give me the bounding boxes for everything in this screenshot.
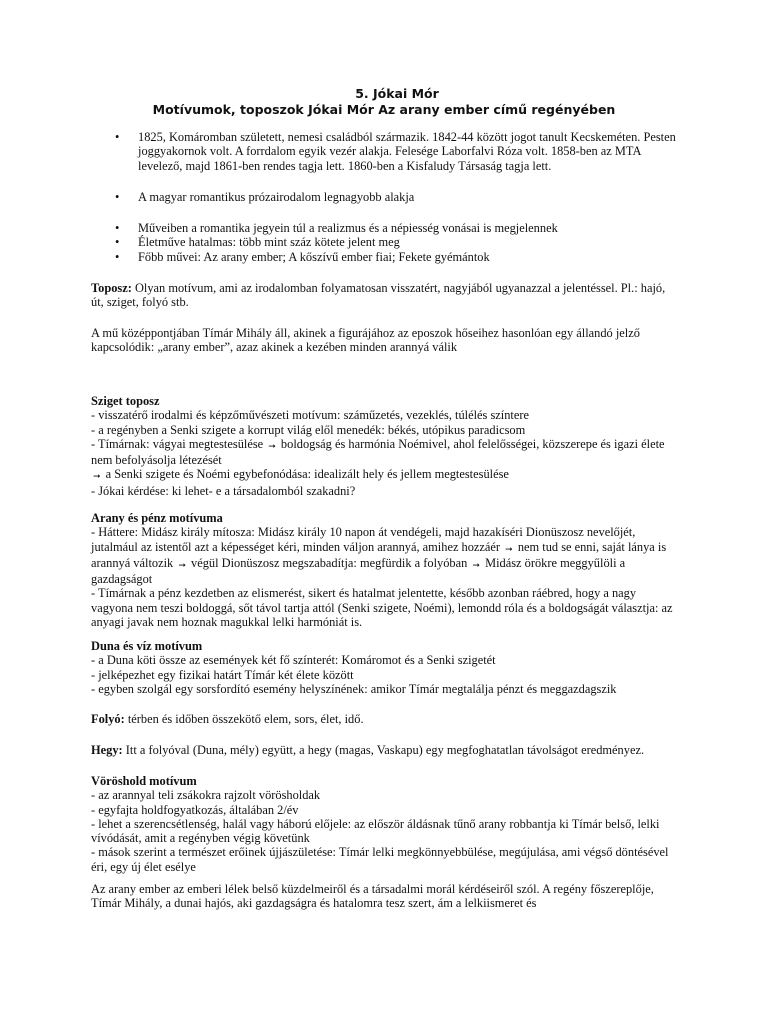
voroshold-line: - mások szerint a természet erőinek újjászületése: Tímár lelki megkönnyebbülése, megújulása, ami végső döntésével éri, egy új élet esélye (91, 845, 669, 874)
bullet-item: • A magyar romantikus prózairodalom legnagyobb alakja (91, 190, 681, 204)
sziget-section (91, 394, 681, 498)
voroshold-section (91, 774, 681, 874)
folyo-paragraph (91, 712, 681, 726)
works-bullet-list (91, 221, 681, 264)
romantic-bullet-list (91, 190, 681, 204)
sziget-line: ➞ a Senki szigete és Noémi egybefonódása: idealizált hely és jellem megtestesülése (93, 467, 509, 483)
arrow-icon: ➞ (472, 560, 480, 571)
bullet-item: • Műveiben a romantika jegyein túl a realizmus és a népiesség vonásai is megjelennek (91, 221, 681, 235)
title-line-2: Motívumok, toposzok Jókai Mór Az arany ember című regényében (152, 102, 616, 117)
duna-section (91, 639, 681, 696)
arrow-icon: ➞ (93, 472, 101, 483)
toposz-label: Toposz: (91, 281, 132, 295)
document-title (0, 86, 768, 118)
hegy-text: Itt a folyóval (Duna, mély) együtt, a hegy (magas, Vaskapu) egy megfoghatatlan távolságot eredményez. (122, 743, 645, 757)
bullet-item: • Életműve hatalmas: több mint száz kötete jelent meg (91, 235, 681, 249)
hegy-paragraph (91, 743, 681, 757)
toposz-text: Olyan motívum, ami az irodalomban folyamatosan visszatért, nagyjából ugyanazzal a jelentéssel. Pl.: hajó, út, sziget, folyó stb. (91, 281, 666, 310)
bullet-item: • Főbb művei: Az arany ember; A kőszívű ember fiai; Fekete gyémántok (91, 250, 681, 264)
voroshold-line: - egyfajta holdfogyatkozás, általában 2/év (91, 802, 299, 817)
bullet-item: • 1825, Komáromban született, nemesi családból származik. 1842-44 között jogot tanult Kecskeméten. Pesten joggyakornok volt. A forrdalom egyik vezér alakja. Felesége Laborfalvi Róza volt. 1858-ben az MTA levelező, majd 1861-ben rendes tagja lett. 1860-ben a Kisfaludy Társaság tagja lett. (91, 130, 681, 173)
sziget-line: - Jókai kérdése: ki lehet- e a társadalomból szakadni? (91, 483, 356, 498)
folyo-label: Folyó: (91, 712, 125, 726)
duna-line: - jelképezhet egy fizikai határt Tímár két élete között (91, 667, 354, 682)
sziget-line: - a regényben a Senki szigete a korrupt világ elől menedék: békés, utópikus paradicsom (91, 422, 526, 437)
intro-paragraph: A mű középpontjában Tímár Mihály áll, akinek a figurájához az eposzok hőseihez hasonlóan egy állandó jelző kapcsolódik: „arany ember”, azaz akinek a kezében minden arannyá válik (91, 326, 640, 355)
duna-heading: Duna és víz motívum (91, 639, 203, 653)
voroshold-heading: Vöröshold motívum (91, 774, 197, 788)
bio-bullet-list (91, 130, 681, 173)
closing-paragraph: Az arany ember az emberi lélek belső küzdelmeiről és a társadalmi morál kérdéseiről szól. A regény főszereplője, Tímár Mihály, a dunai hajós, aki gazdagságra és hatalomra tesz szert, ám a lelkiismeret és (91, 882, 654, 911)
sziget-heading: Sziget toposz (91, 394, 160, 408)
arrow-icon: ➞ (505, 544, 513, 555)
sziget-line: - visszatérő irodalmi és képzőművészeti motívum: száműzetés, vezeklés, túlélés színtere (91, 408, 529, 423)
title-line-1: 5. Jókai Mór (355, 86, 439, 101)
arany-paragraph: - Tímárnak a pénz kezdetben az elismerést, sikert és hatalmat jelentette, később azonban ráébred, hogy a nagy vagyona nem teszi boldoggá, sőt távol tartja attól (Senki szigete, Noémi), lemondd róla és a boldogságát választja: az anyagi javak nem hoznak magukkal lelki harmóniát is. (91, 586, 673, 630)
folyo-text: térben és időben összekötő elem, sors, élet, idő. (124, 712, 364, 726)
arany-paragraph: - Háttere: Midász király mítosza: Midász király 10 napon át vendégeli, majd hazakíséri Dionüszosz nevelőjét, jutalmául az istentől azt a képességet kéri, minden váljon arannyá, amihez hozzáér ➞ nem tud se enni, saját lánya is arannyá változik ➞ végül Dionüszosz megszabadítja: megfürdik a folyóban ➞ Midász örökre meggyűlöli a gazdagságot (91, 525, 667, 587)
duna-line: - egyben szolgál egy sorsfordító esemény helyszínének: amikor Tímár megtalálja pénzt és meggazdagszik (91, 681, 617, 696)
voroshold-line: - lehet a szerencsétlenség, halál vagy háború előjele: az először áldásnak tűnő arany robbantja ki Tímár belső, lelki vívódását, amit a regényben végig követünk (91, 816, 660, 846)
sziget-line: - Tímárnak: vágyai megtestesülése ➞ boldogság és harmónia Noémivel, ahol felelősségei, közszerepe és igazi élete nem befolyásolja létezését (91, 436, 665, 468)
arany-section (91, 511, 681, 629)
arrow-icon: ➞ (178, 560, 186, 571)
arany-heading: Arany és pénz motívuma (91, 511, 223, 525)
duna-line: - a Duna köti össze az események két fő színterét: Komáromot és a Senki szigetét (91, 653, 496, 668)
voroshold-line: - az arannyal teli zsákokra rajzolt vörösholdak (91, 788, 321, 803)
hegy-label: Hegy: (91, 743, 123, 757)
arrow-icon: ➞ (268, 441, 276, 452)
toposz-definition (91, 281, 681, 310)
